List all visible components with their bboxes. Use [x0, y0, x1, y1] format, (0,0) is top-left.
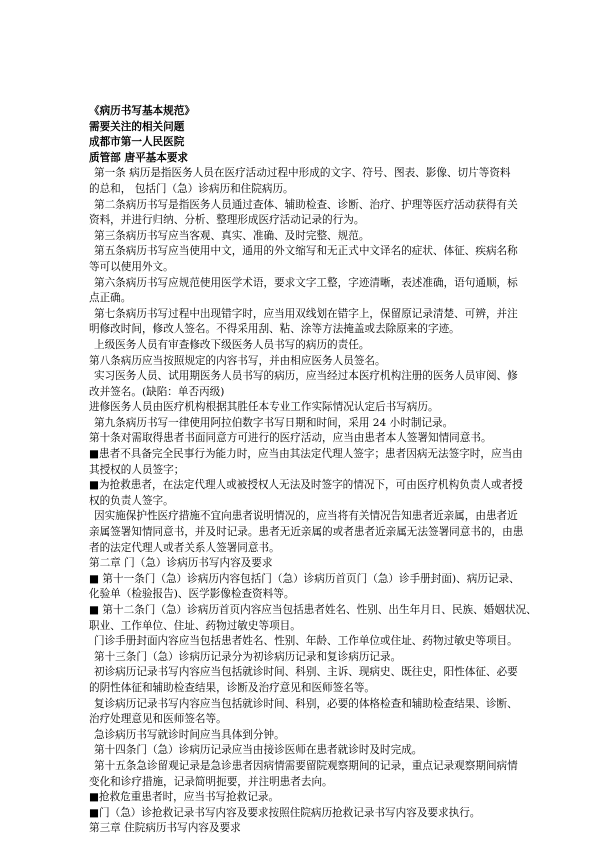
text-line: 第十三条门（急）诊病历记录分为初诊病历记录和复诊病历记录。 — [94, 650, 402, 663]
text-line: 需要关注的相关问题 — [89, 120, 185, 133]
text-line: 上级医务人员有审查修改下级医务人员书写的病历的责任。 — [94, 338, 370, 351]
text-line: ■抢救危重患者时，应当书写抢救记录。 — [89, 791, 280, 804]
text-line: 改并签名。(缺陷：单否丙级) — [89, 385, 225, 398]
text-line: 权的负责人签字。 — [89, 494, 174, 507]
text-line: 第七条病历书写过程中出现错字时，应当用双线划在错字上，保留原记录清楚、可辨，并注 — [94, 307, 518, 320]
text-line: ■患者不具备完全民事行为能力时，应当由其法定代理人签字；患者因病无法签字时，应当由 — [89, 448, 523, 461]
text-line: ■ 第十二条门（急）诊病历首页内容应当包括患者姓名、性别、出生年月日、民族、婚姻状况、 — [89, 604, 537, 616]
text-line: 明修改时间，修改人签名。不得采用刮、粘、涂等方法掩盖或去除原来的字迹。 — [89, 323, 460, 336]
text-line: ■ 第十一条门（急）诊病历内容包括门（急）诊病历首页门（急）诊手册封面)、病历记录、 — [89, 572, 520, 585]
text-line: 因实施保护性医疗措施不宜向患者说明情况的，应当将有关情况告知患者近亲属，由患者近 — [94, 510, 518, 523]
text-line: 第二章 门（急）诊病历书写内容及要求 — [89, 557, 273, 570]
text-line: 化验单（检验报告)、医学影像检查资料等。 — [89, 588, 295, 601]
text-line: 第九条病历书写一律使用阿拉伯数字书写日期和时间，采用 24 小时制记录。 — [94, 416, 454, 429]
text-line: 治疗处理意见和医师签名等。 — [89, 713, 227, 726]
text-line: 者的法定代理人或者关系人签署同意书。 — [89, 541, 280, 554]
text-line: 第十五条急诊留观记录是急诊患者因病情需要留院观察期间的记录，重点记录观察期间病情 — [94, 759, 518, 772]
text-line: 门诊手册封面内容应当包括患者姓名、性别、年龄、工作单位或住址、药物过敏史等项目。 — [94, 635, 518, 648]
text-line: 第十条对需取得患者书面同意方可进行的医疗活动，应当由患者本人签署知情同意书。 — [89, 432, 492, 445]
text-line: 等可以使用外文。 — [89, 260, 174, 273]
text-line: 第六条病历书写应规范使用医学术语，要求文字工整，字迹清晰，表述准确，语句通顺，标 — [94, 276, 518, 289]
document-body — [89, 104, 537, 837]
text-line: 初诊病历记录书写内容应当包括就诊时间、科别、主诉、现病史、既往史，阳性体征、必要 — [94, 666, 518, 679]
text-line: 急诊病历书写就诊时间应当具体到分钟。 — [94, 728, 285, 741]
text-line: 的阴性体征和辅助检查结果，诊断及治疗意见和医师签名等。 — [89, 681, 376, 694]
text-line: 变化和诊疗措施，记录简明扼要，并注明患者去向。 — [89, 775, 333, 788]
text-line: 进修医务人员由医疗机构根据其胜任本专业工作实际情况认定后书写病历。 — [89, 401, 439, 414]
text-line: 《病历书写基本规范》 — [89, 105, 195, 117]
text-line: 第十四条门（急）诊病历记录应当由接诊医师在患者就诊时及时完成。 — [94, 744, 423, 757]
text-line: 第五条病历书写应当使用中文，通用的外文缩写和无正式中文译名的症状、体征、疾病名称 — [94, 245, 518, 258]
text-line: 第二条病历书写是指医务人员通过查体、辅助检查、诊断、治疗、护理等医疗活动获得有关 — [94, 198, 518, 211]
text-line: 的总和， 包括门（急）诊病历和住院病历。 — [89, 182, 294, 195]
text-line: 亲属签署知情同意书，并及时记录。患者无近亲属的或者患者近亲属无法签署同意书的，由患 — [89, 526, 524, 539]
text-line: 其授权的人员签字； — [89, 463, 185, 476]
text-line: 复诊病历记录书写内容应当包括就诊时间、科别，必要的体格检查和辅助检查结果、诊断、 — [94, 697, 518, 710]
text-line: 第三章 住院病历书写内容及要求 — [89, 822, 241, 835]
text-line: ■为抢救患者，在法定代理人或被授权人无法及时签字的情况下，可由医疗机构负责人或者授 — [89, 479, 523, 492]
text-line: 第一条 病历是指医务人员在医疗活动过程中形成的文字、符号、图表、影像、切片等资料 — [94, 167, 511, 180]
text-line: 资料，并进行归纳、分析、整理形成医疗活动记录的行为。 — [89, 214, 365, 227]
text-line: ■门（急）诊抢救记录书写内容及要求按照住院病历抢救记录书写内容及要求执行。 — [89, 806, 481, 819]
text-line: 质管部 唐平基本要求 — [89, 151, 189, 164]
text-line: 实习医务人员、试用期医务人员书写的病历，应当经过本医疗机构注册的医务人员审阅、修 — [94, 370, 518, 383]
text-line: 第三条病历书写应当客观、真实、准确、及时完整、规范。 — [94, 229, 370, 242]
text-line: 职业、工作单位、住址、药物过敏史等项目。 — [89, 619, 301, 632]
text-line: 第八条病历应当按照规定的内容书写，并由相应医务人员签名。 — [89, 354, 386, 367]
text-line: 成都市第一人民医院 — [89, 136, 185, 149]
text-line: 点正确。 — [89, 292, 132, 305]
